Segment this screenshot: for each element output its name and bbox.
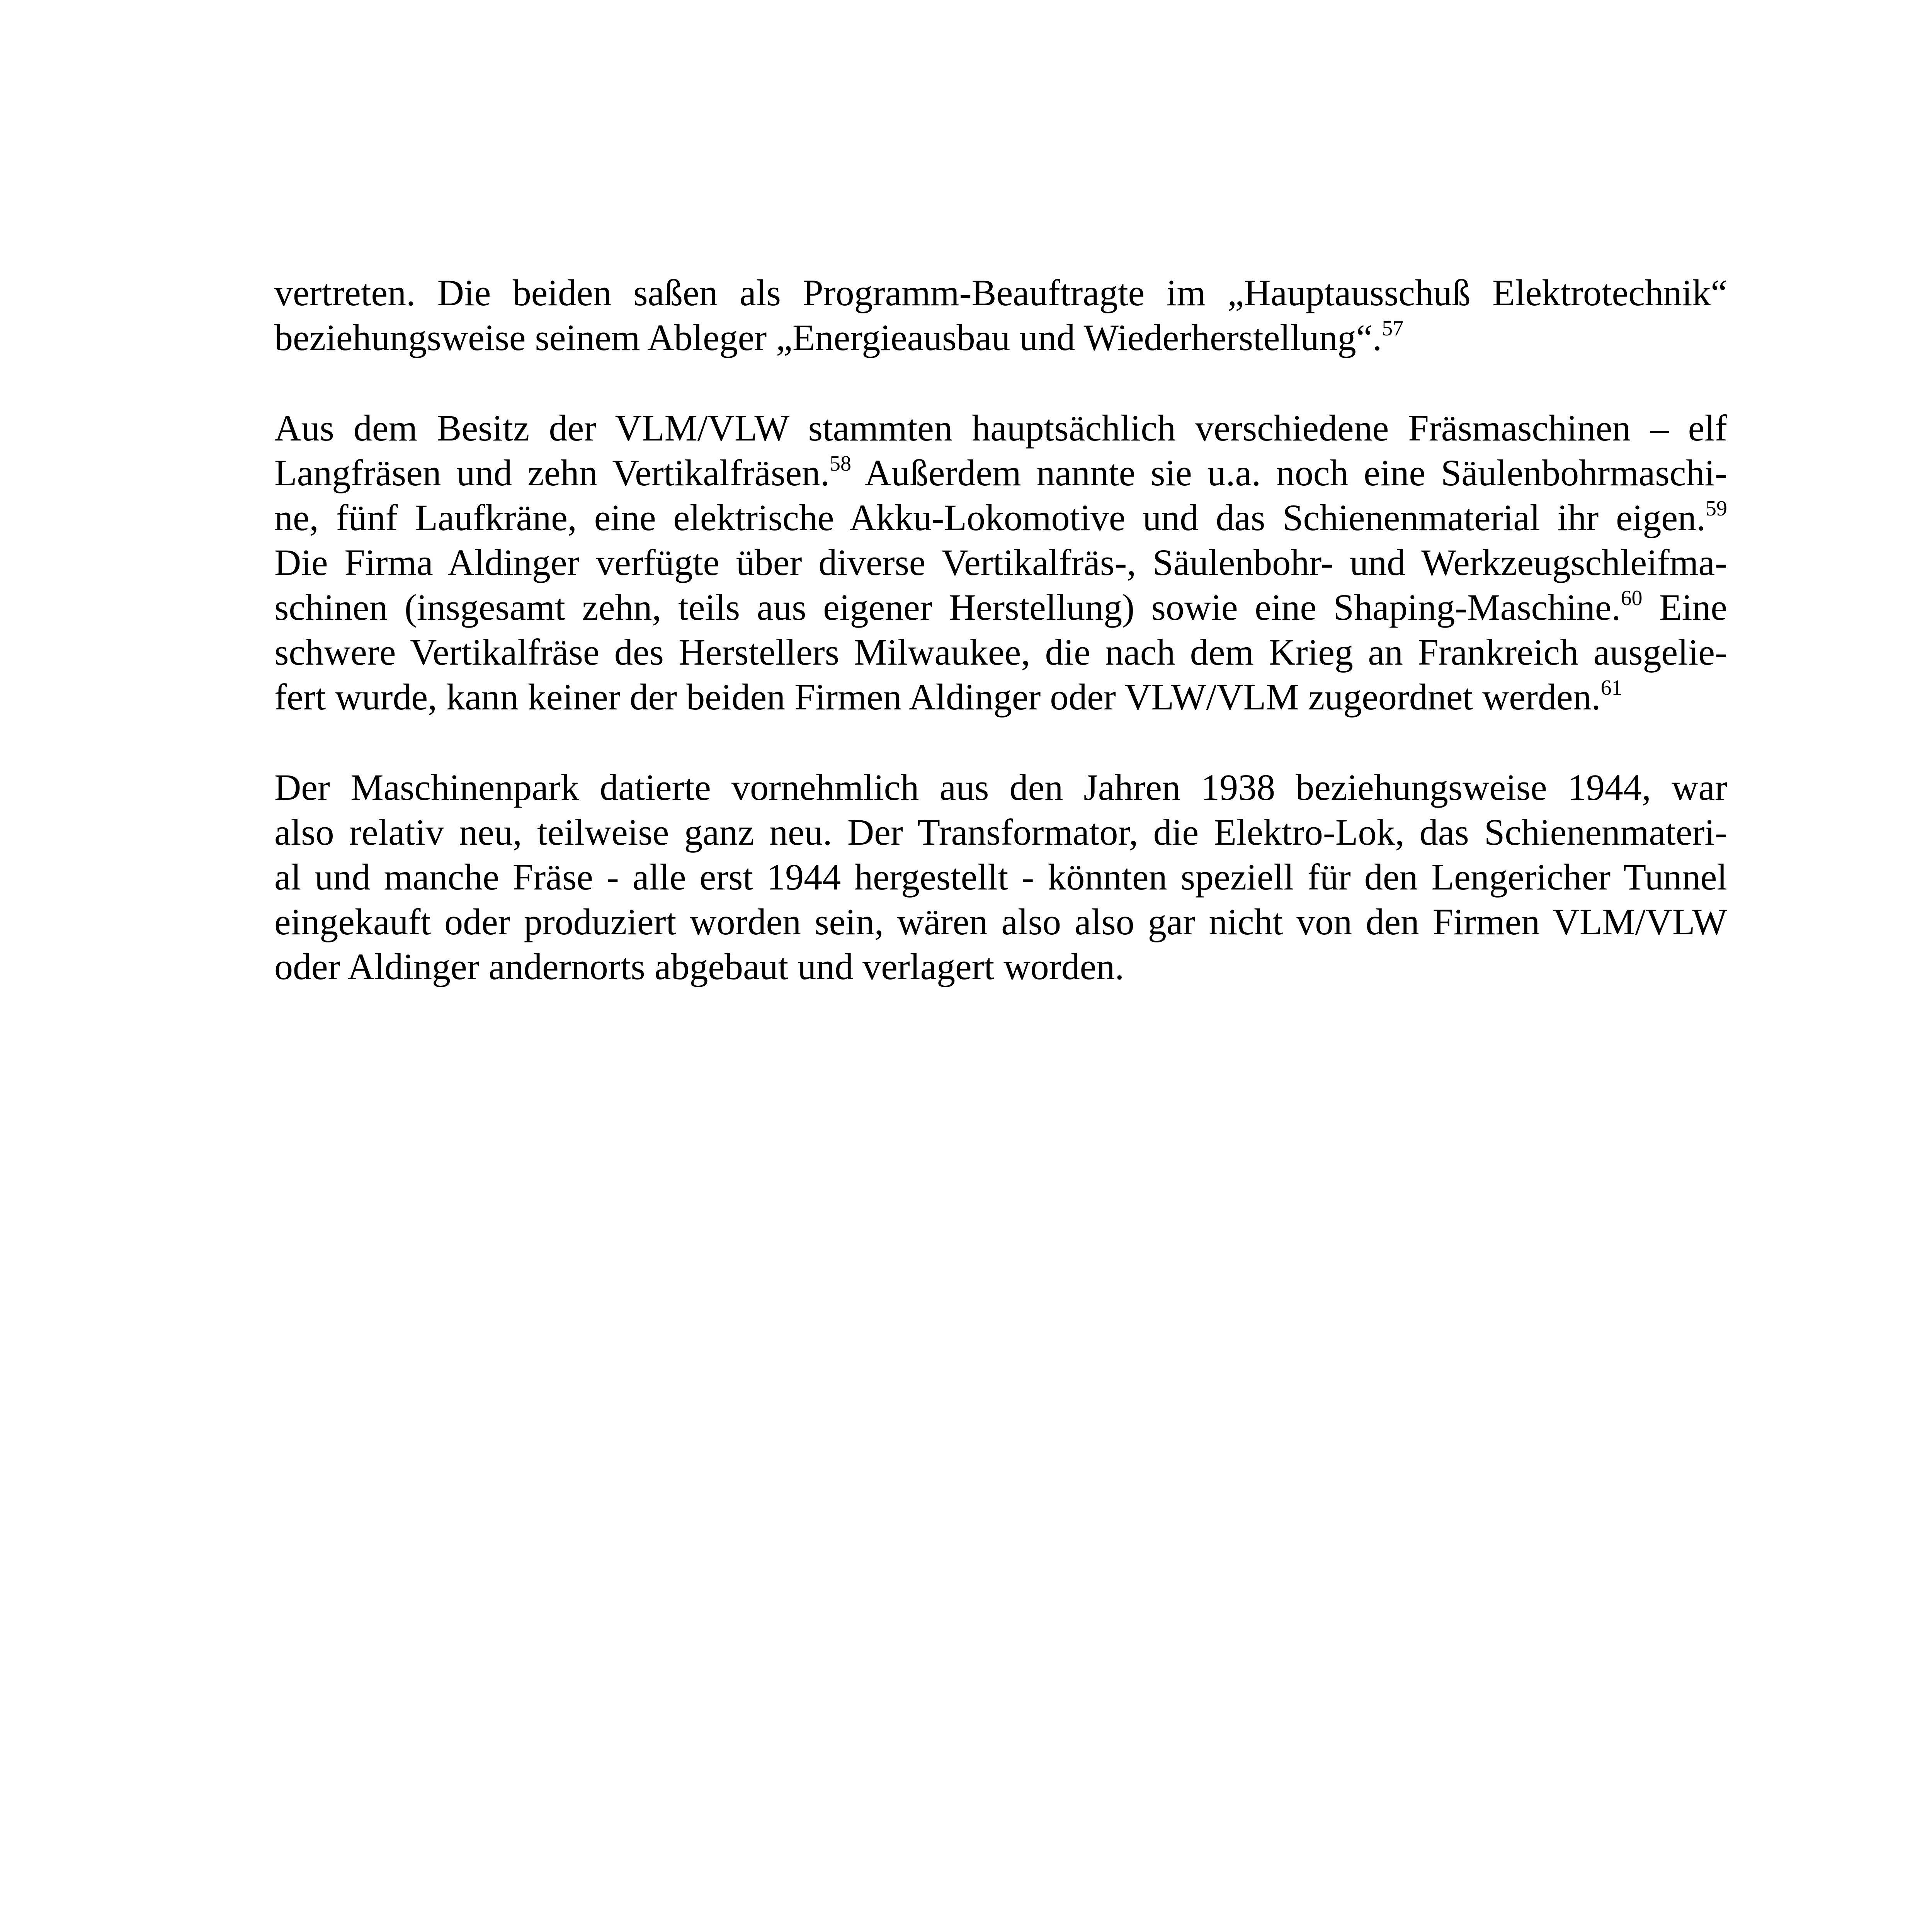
footnote-ref-60[interactable]: 60 bbox=[1621, 586, 1643, 610]
line-text: Eine bbox=[1642, 587, 1728, 628]
text-line bbox=[274, 855, 1727, 900]
paragraph-2 bbox=[274, 406, 1727, 719]
line-text: Die Firma Aldinger verfügte über diverse Vertikalfräs-, Säulenbohr- und Werkzeugschleifma- bbox=[274, 542, 1727, 583]
text-line bbox=[274, 900, 1727, 944]
text-line bbox=[274, 944, 1727, 989]
text-line bbox=[274, 630, 1727, 675]
line-text: schwere Vertikalfräse des Herstellers Milwaukee, die nach dem Krieg an Frankreich ausgelie- bbox=[274, 631, 1727, 673]
line-text: eingekauft oder produziert worden sein, wären also also gar nicht von den Firmen VLM/VLW bbox=[274, 901, 1727, 942]
footnote-ref-58[interactable]: 58 bbox=[829, 452, 851, 476]
text-line bbox=[274, 495, 1727, 540]
line-text: vertreten. Die beiden saßen als Programm-Beauftragte im „Hauptausschuß Elektrotechnik“ bbox=[274, 272, 1727, 313]
text-line bbox=[274, 675, 1727, 719]
line-text: schinen (insgesamt zehn, teils aus eigener Herstellung) sowie eine Shaping-Maschine. bbox=[274, 587, 1621, 628]
line-text: Außerdem nannte sie u.a. noch eine Säulenbohrmaschi- bbox=[851, 452, 1728, 493]
text-line bbox=[274, 585, 1727, 630]
footnote-ref-57[interactable]: 57 bbox=[1382, 316, 1404, 340]
line-text: Aus dem Besitz der VLM/VLW stammten hauptsächlich verschiedene Fräsmaschinen – elf bbox=[274, 407, 1727, 449]
text-line bbox=[274, 315, 1727, 360]
text-line bbox=[274, 451, 1727, 495]
text-line bbox=[274, 810, 1727, 855]
body-text bbox=[274, 270, 1727, 1035]
paragraph-1 bbox=[274, 270, 1727, 360]
line-text: beziehungsweise seinem Ableger „Energieausbau und Wiederherstellung“. bbox=[274, 317, 1382, 358]
text-line bbox=[274, 540, 1727, 585]
text-line bbox=[274, 406, 1727, 451]
footnote-ref-59[interactable]: 59 bbox=[1706, 497, 1727, 520]
line-text: oder Aldinger andernorts abgebaut und verlagert worden. bbox=[274, 946, 1124, 987]
line-text: Langfräsen und zehn Vertikalfräsen. bbox=[274, 452, 830, 493]
text-line bbox=[274, 270, 1727, 315]
footnote-ref-61[interactable]: 61 bbox=[1600, 676, 1622, 700]
line-text: fert wurde, kann keiner der beiden Firmen Aldinger oder VLW/VLM zugeordnet werden. bbox=[274, 676, 1601, 718]
line-text: ne, fünf Laufkräne, eine elektrische Akku-Lokomotive und das Schienenmaterial ihr eigen. bbox=[274, 497, 1706, 538]
text-line bbox=[274, 765, 1727, 810]
paragraph-3 bbox=[274, 765, 1727, 989]
line-text: also relativ neu, teilweise ganz neu. Der Transformator, die Elektro-Lok, das Schienenmateri- bbox=[274, 811, 1727, 853]
line-text: Der Maschinenpark datierte vornehmlich aus den Jahren 1938 beziehungsweise 1944, war bbox=[274, 767, 1727, 808]
line-text: al und manche Fräse - alle erst 1944 hergestellt - könnten speziell für den Lengericher Tunnel bbox=[274, 856, 1727, 898]
